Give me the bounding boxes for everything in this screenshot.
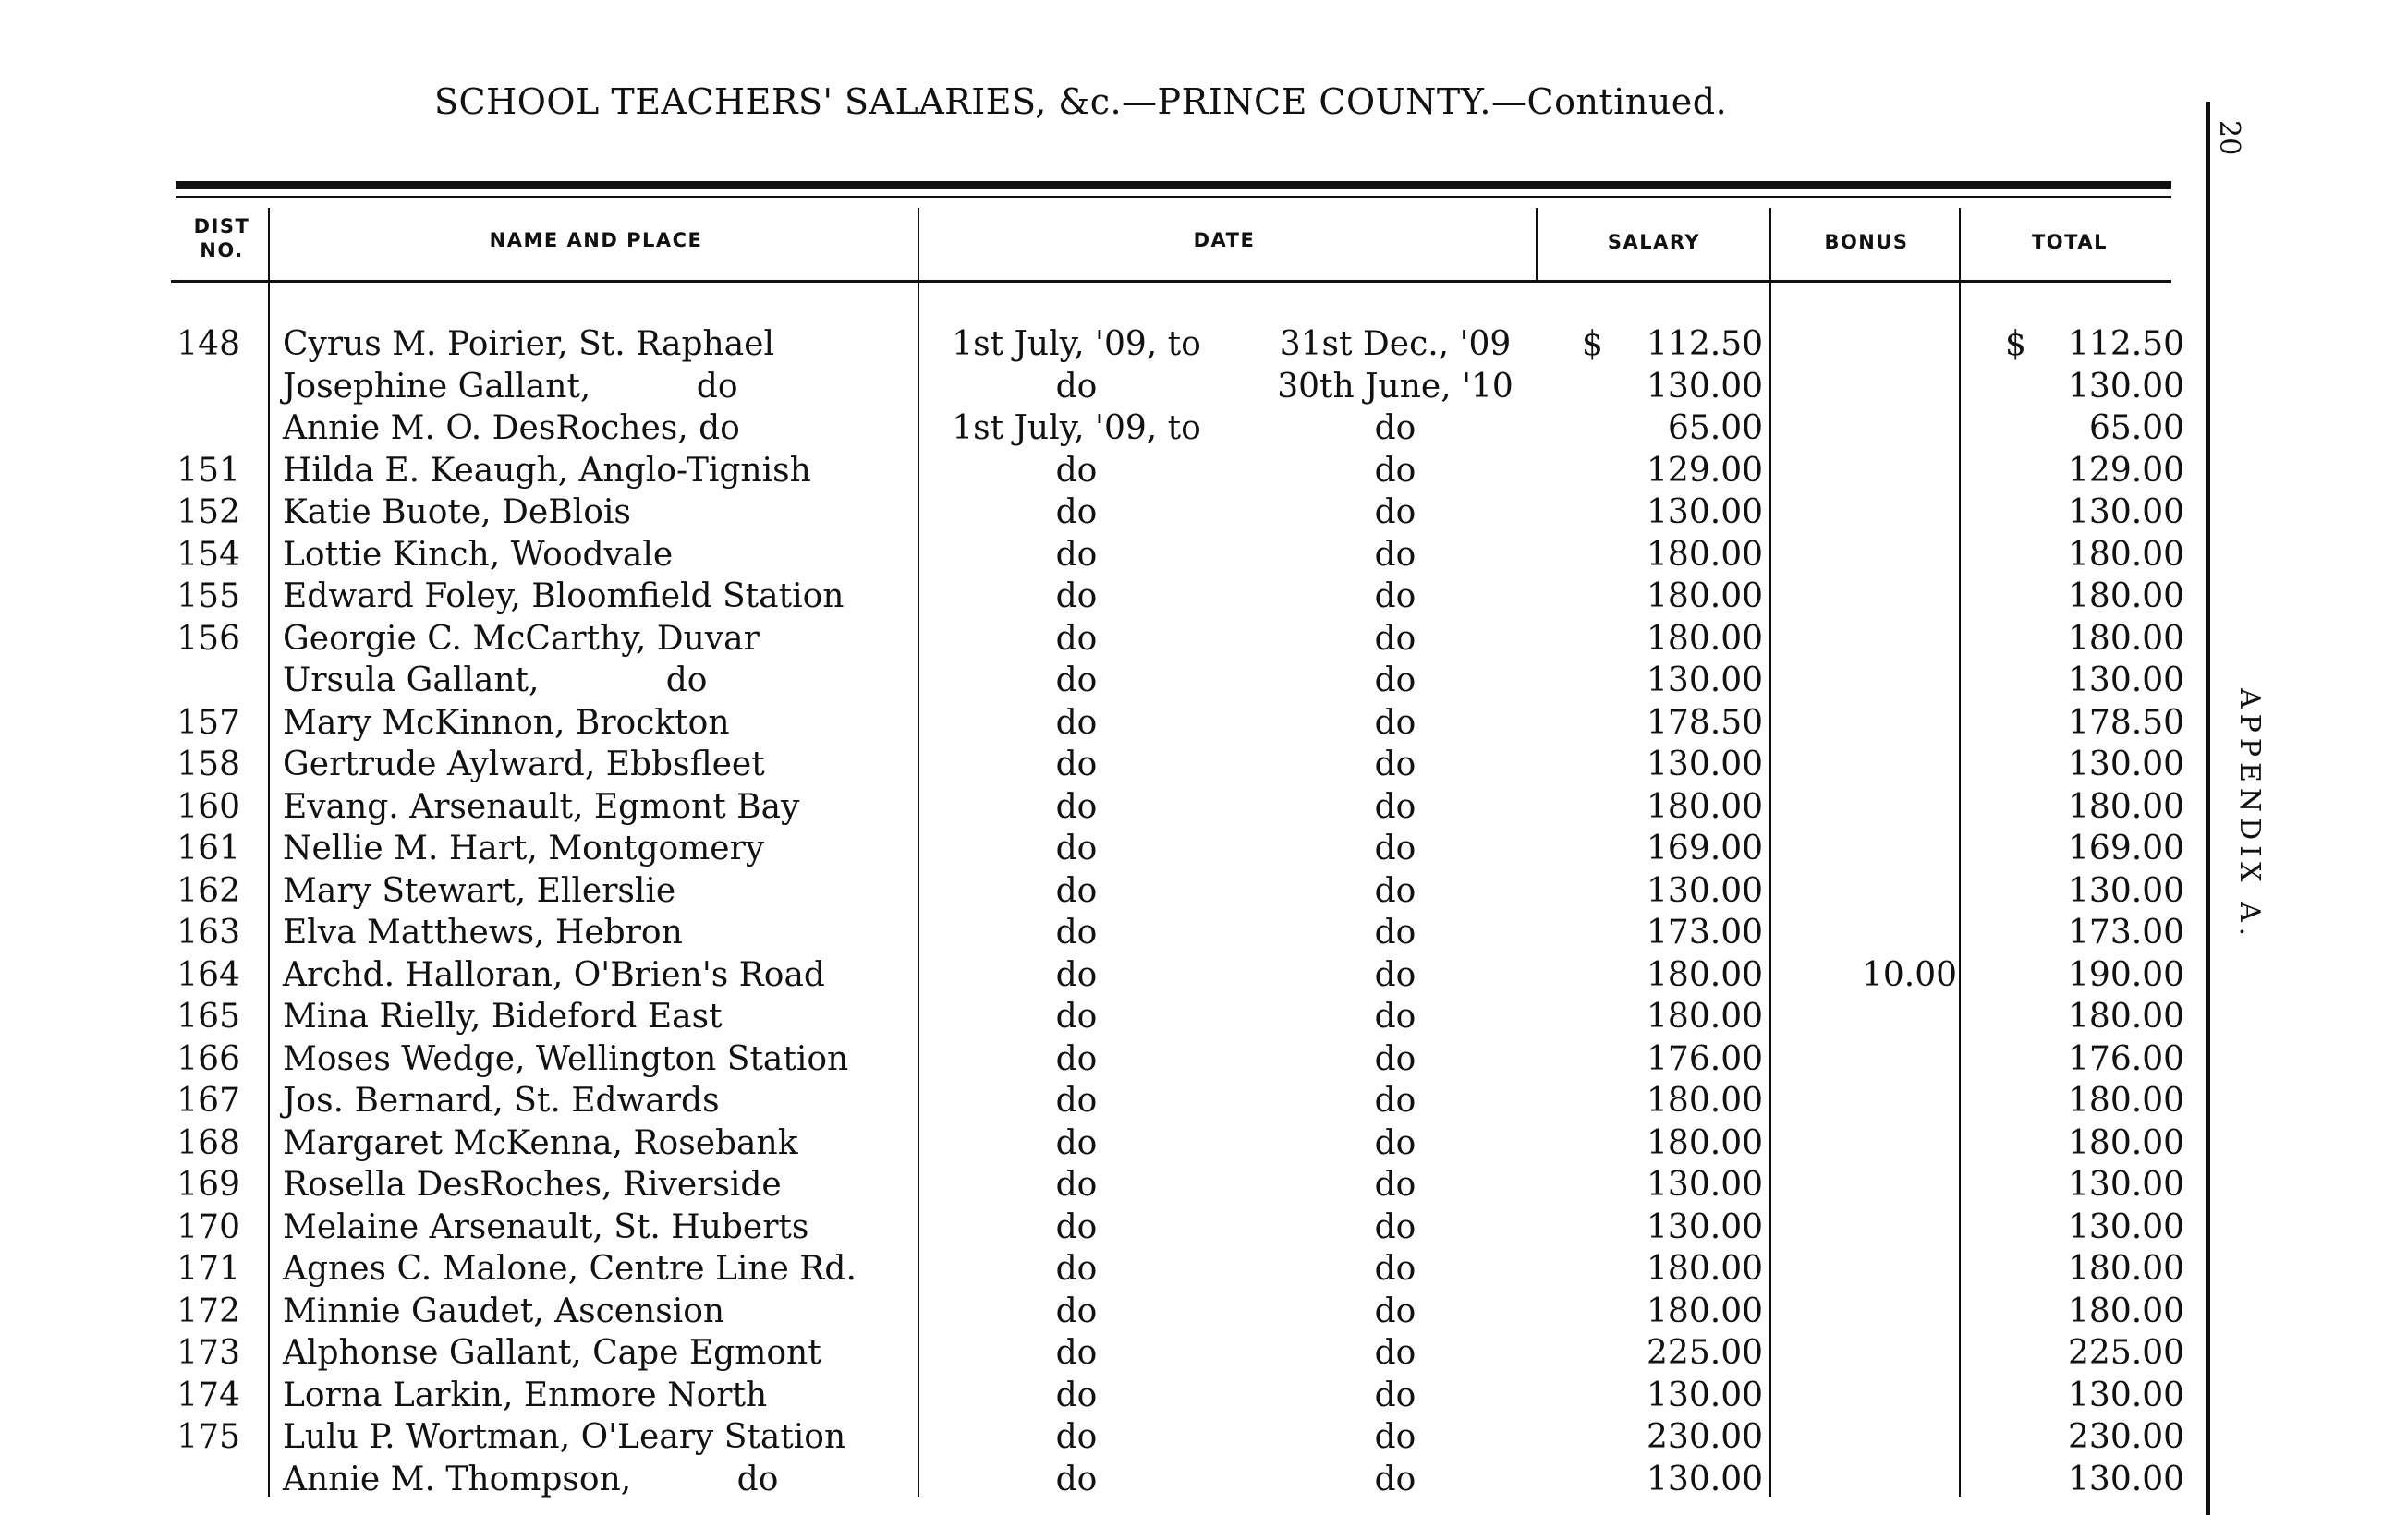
salary-value: 180.00 <box>1647 955 1763 994</box>
table-row <box>0 1038 2218 1080</box>
date-to: do <box>1374 998 1416 1036</box>
dist-number: 161 <box>176 830 240 867</box>
total-value: 130.00 <box>2068 367 2184 406</box>
total-value: 225.00 <box>2068 1334 2184 1372</box>
date-from: do <box>1055 1166 1098 1204</box>
salary-value: 180.00 <box>1647 535 1763 574</box>
dist-number: 166 <box>176 1039 240 1078</box>
date-to: do <box>1374 1418 1416 1456</box>
table-row <box>0 1248 2218 1290</box>
dist-number: 170 <box>176 1207 240 1246</box>
teacher-name-place: Cyrus M. Poirier, St. Raphael <box>283 325 774 363</box>
date-to: do <box>1374 1376 1416 1414</box>
total-value: 129.00 <box>2068 451 2184 490</box>
date-to: do <box>1374 1250 1416 1288</box>
column-header-total: TOTAL <box>2031 231 2108 253</box>
date-to: do <box>1374 787 1416 826</box>
salary-value: 173.00 <box>1647 914 1763 952</box>
date-from: do <box>1055 493 1098 531</box>
date-from: do <box>1055 1207 1098 1246</box>
table-row <box>0 660 2218 701</box>
salary-value: 130.00 <box>1647 1166 1763 1204</box>
table-row <box>0 744 2218 785</box>
date-from: do <box>1055 1039 1098 1078</box>
table-row <box>0 828 2218 869</box>
dist-number: 156 <box>176 619 240 658</box>
total-value: 180.00 <box>2068 1250 2184 1288</box>
total-value: 180.00 <box>2068 1123 2184 1162</box>
teacher-name-place: Lottie Kinch, Woodvale <box>283 535 674 574</box>
table-row <box>0 1416 2218 1458</box>
teacher-name-place: Katie Buote, DeBlois <box>283 493 631 531</box>
total-value: 190.00 <box>2068 955 2184 994</box>
date-to: do <box>1374 1123 1416 1162</box>
teacher-name-place: Lulu P. Wortman, O'Leary Station <box>283 1418 846 1456</box>
table-row <box>0 786 2218 828</box>
column-divider <box>1536 208 1538 282</box>
total-value: 230.00 <box>2068 1418 2184 1456</box>
column-header-date: DATE <box>1193 229 1256 251</box>
date-to: do <box>1374 955 1416 994</box>
salary-value: 180.00 <box>1647 787 1763 826</box>
salary-value: 230.00 <box>1647 1418 1763 1456</box>
dist-number: 172 <box>176 1291 240 1330</box>
salary-value: 130.00 <box>1647 661 1763 699</box>
date-from: do <box>1055 955 1098 994</box>
table-row <box>0 407 2218 449</box>
total-value: 169.00 <box>2068 830 2184 867</box>
date-from: do <box>1055 787 1098 826</box>
date-from: do <box>1055 1376 1098 1414</box>
salary-value: 180.00 <box>1647 998 1763 1036</box>
column-header-bonus: BONUS <box>1824 231 1909 253</box>
teacher-name-place: Ursula Gallant, do <box>283 661 708 699</box>
total-value: 130.00 <box>2068 871 2184 910</box>
teacher-name-place: Minnie Gaudet, Ascension <box>283 1291 725 1330</box>
dist-number: 158 <box>176 746 240 783</box>
header-rule-thin <box>176 196 2171 198</box>
teacher-name-place: Mina Rielly, Bideford East <box>283 998 723 1036</box>
salary-value: 180.00 <box>1647 1250 1763 1288</box>
table-row <box>0 618 2218 660</box>
total-value: 180.00 <box>2068 619 2184 658</box>
salary-value: 130.00 <box>1647 493 1763 531</box>
table-row <box>0 323 2218 365</box>
salary-value: 130.00 <box>1647 1376 1763 1414</box>
date-from: do <box>1055 535 1098 574</box>
dist-number: 152 <box>176 493 240 531</box>
total-value: 130.00 <box>2068 746 2184 783</box>
date-to: do <box>1374 1291 1416 1330</box>
total-value: 178.50 <box>2068 703 2184 742</box>
table-row <box>0 450 2218 491</box>
table-row <box>0 1459 2218 1500</box>
salary-value: 169.00 <box>1647 830 1763 867</box>
table-row <box>0 491 2218 533</box>
dist-number: 174 <box>176 1376 240 1414</box>
teacher-name-place: Margaret McKenna, Rosebank <box>283 1123 798 1162</box>
salary-currency-symbol: $ <box>1582 325 1603 363</box>
salary-value: 129.00 <box>1647 451 1763 490</box>
date-to: do <box>1374 409 1416 447</box>
total-value: 130.00 <box>2068 661 2184 699</box>
date-from: do <box>1055 746 1098 783</box>
total-value: 130.00 <box>2068 1166 2184 1204</box>
date-to: 30th June, '10 <box>1277 367 1513 406</box>
dist-number: 160 <box>176 787 240 826</box>
date-to: do <box>1374 451 1416 490</box>
dist-number: 163 <box>176 914 240 952</box>
teacher-name-place: Hilda E. Keaugh, Anglo-Tignish <box>283 451 811 490</box>
date-from: do <box>1055 1418 1098 1456</box>
teacher-name-place: Mary Stewart, Ellerslie <box>283 871 676 910</box>
table-row <box>0 366 2218 407</box>
page-title: SCHOOL TEACHERS' SALARIES, &c.—PRINCE COUNTY.—Continued. <box>434 81 1728 122</box>
total-value: 180.00 <box>2068 1291 2184 1330</box>
salary-value: 130.00 <box>1647 1207 1763 1246</box>
header-bottom-rule <box>171 280 2171 283</box>
teacher-name-place: Evang. Arsenault, Egmont Bay <box>283 787 800 826</box>
teacher-name-place: Elva Matthews, Hebron <box>283 914 683 952</box>
teacher-name-place: Archd. Halloran, O'Brien's Road <box>283 955 825 994</box>
table-row <box>0 1122 2218 1164</box>
table-row <box>0 1080 2218 1122</box>
teacher-name-place: Annie M. O. DesRoches, do <box>283 409 740 447</box>
date-to: do <box>1374 577 1416 615</box>
date-from: do <box>1055 871 1098 910</box>
dist-number: 168 <box>176 1123 240 1162</box>
total-value: 112.50 <box>2068 325 2184 363</box>
bonus-value: 10.00 <box>1861 955 1957 994</box>
column-header-dist: DIST NO. <box>193 215 250 261</box>
total-value: 130.00 <box>2068 1460 2184 1498</box>
date-from: do <box>1055 830 1098 867</box>
date-to: do <box>1374 493 1416 531</box>
appendix-label: APPENDIX A. <box>2233 688 2266 942</box>
table-row <box>0 1291 2218 1332</box>
date-from: do <box>1055 1460 1098 1498</box>
date-from: do <box>1055 661 1098 699</box>
table-row <box>0 1164 2218 1206</box>
header-rule-thick <box>176 181 2171 189</box>
date-to: do <box>1374 1334 1416 1372</box>
date-from: do <box>1055 451 1098 490</box>
date-from: do <box>1055 1334 1098 1372</box>
salary-value: 130.00 <box>1647 367 1763 406</box>
date-from: do <box>1055 914 1098 952</box>
total-value: 180.00 <box>2068 998 2184 1036</box>
table-row <box>0 576 2218 617</box>
teacher-name-place: Jos. Bernard, St. Edwards <box>283 1082 720 1120</box>
teacher-name-place: Moses Wedge, Wellington Station <box>283 1039 849 1078</box>
total-value: 180.00 <box>2068 535 2184 574</box>
salary-value: 112.50 <box>1647 325 1763 363</box>
date-to: do <box>1374 746 1416 783</box>
total-value: 130.00 <box>2068 1376 2184 1414</box>
date-from: do <box>1055 703 1098 742</box>
date-from: do <box>1055 1250 1098 1288</box>
salary-value: 130.00 <box>1647 871 1763 910</box>
table-row <box>0 996 2218 1037</box>
date-from: do <box>1055 1291 1098 1330</box>
dist-number: 148 <box>176 325 240 363</box>
dist-number: 155 <box>176 577 240 615</box>
salary-value: 180.00 <box>1647 577 1763 615</box>
date-to: do <box>1374 703 1416 742</box>
salary-value: 180.00 <box>1647 1082 1763 1120</box>
date-from: do <box>1055 577 1098 615</box>
table-row <box>0 702 2218 744</box>
dist-number: 169 <box>176 1166 240 1204</box>
dist-number: 167 <box>176 1082 240 1120</box>
date-to: do <box>1374 830 1416 867</box>
date-from: do <box>1055 1082 1098 1120</box>
salary-value: 225.00 <box>1647 1334 1763 1372</box>
dist-number: 151 <box>176 451 240 490</box>
date-from: do <box>1055 367 1098 406</box>
date-to: do <box>1374 1207 1416 1246</box>
table-row <box>0 1207 2218 1248</box>
dist-number: 154 <box>176 535 240 574</box>
column-header-salary: SALARY <box>1607 231 1701 253</box>
salary-value: 180.00 <box>1647 1123 1763 1162</box>
teacher-name-place: Gertrude Aylward, Ebbsfleet <box>283 746 765 783</box>
table-row <box>0 1375 2218 1416</box>
dist-number: 171 <box>176 1250 240 1288</box>
salary-value: 180.00 <box>1647 619 1763 658</box>
date-to: do <box>1374 1460 1416 1498</box>
total-value: 180.00 <box>2068 1082 2184 1120</box>
date-to: do <box>1374 1082 1416 1120</box>
table-row <box>0 870 2218 912</box>
date-to: 31st Dec., '09 <box>1279 325 1512 363</box>
teacher-name-place: Melaine Arsenault, St. Huberts <box>283 1207 809 1246</box>
date-to: do <box>1374 871 1416 910</box>
date-from: do <box>1055 619 1098 658</box>
teacher-name-place: Lorna Larkin, Enmore North <box>283 1376 768 1414</box>
date-from: 1st July, '09, to <box>952 325 1201 363</box>
total-value: 130.00 <box>2068 493 2184 531</box>
salary-value: 180.00 <box>1647 1291 1763 1330</box>
date-to: do <box>1374 535 1416 574</box>
date-to: do <box>1374 661 1416 699</box>
total-value: 65.00 <box>2088 409 2184 447</box>
table-row <box>0 912 2218 953</box>
teacher-name-place: Edward Foley, Bloomfield Station <box>283 577 845 615</box>
date-to: do <box>1374 914 1416 952</box>
date-to: do <box>1374 1039 1416 1078</box>
total-value: 180.00 <box>2068 787 2184 826</box>
dist-number: 162 <box>176 871 240 910</box>
dist-number: 157 <box>176 703 240 742</box>
salary-value: 65.00 <box>1667 409 1763 447</box>
total-value: 176.00 <box>2068 1039 2184 1078</box>
table-row <box>0 1332 2218 1374</box>
teacher-name-place: Josephine Gallant, do <box>283 367 738 406</box>
teacher-name-place: Agnes C. Malone, Centre Line Rd. <box>283 1250 857 1288</box>
salary-value: 176.00 <box>1647 1039 1763 1078</box>
table-row <box>0 534 2218 576</box>
teacher-name-place: Mary McKinnon, Brockton <box>283 703 730 742</box>
column-header-name: NAME AND PLACE <box>489 229 703 251</box>
date-from: 1st July, '09, to <box>952 409 1201 447</box>
date-from: do <box>1055 998 1098 1036</box>
dist-number: 175 <box>176 1418 240 1456</box>
teacher-name-place: Rosella DesRoches, Riverside <box>283 1166 782 1204</box>
dist-number: 164 <box>176 955 240 994</box>
total-value: 173.00 <box>2068 914 2184 952</box>
total-currency-symbol: $ <box>2005 325 2026 363</box>
teacher-name-place: Nellie M. Hart, Montgomery <box>283 830 765 867</box>
teacher-name-place: Alphonse Gallant, Cape Egmont <box>283 1334 821 1372</box>
table-row <box>0 954 2218 996</box>
date-to: do <box>1374 1166 1416 1204</box>
total-value: 180.00 <box>2068 577 2184 615</box>
salary-value: 130.00 <box>1647 746 1763 783</box>
dist-number: 173 <box>176 1334 240 1372</box>
teacher-name-place: Annie M. Thompson, do <box>283 1460 779 1498</box>
salary-value: 130.00 <box>1647 1460 1763 1498</box>
page-number: 20 <box>2213 120 2245 156</box>
teacher-name-place: Georgie C. McCarthy, Duvar <box>283 619 760 658</box>
total-value: 130.00 <box>2068 1207 2184 1246</box>
date-to: do <box>1374 619 1416 658</box>
salary-value: 178.50 <box>1647 703 1763 742</box>
date-from: do <box>1055 1123 1098 1162</box>
dist-number: 165 <box>176 998 240 1036</box>
